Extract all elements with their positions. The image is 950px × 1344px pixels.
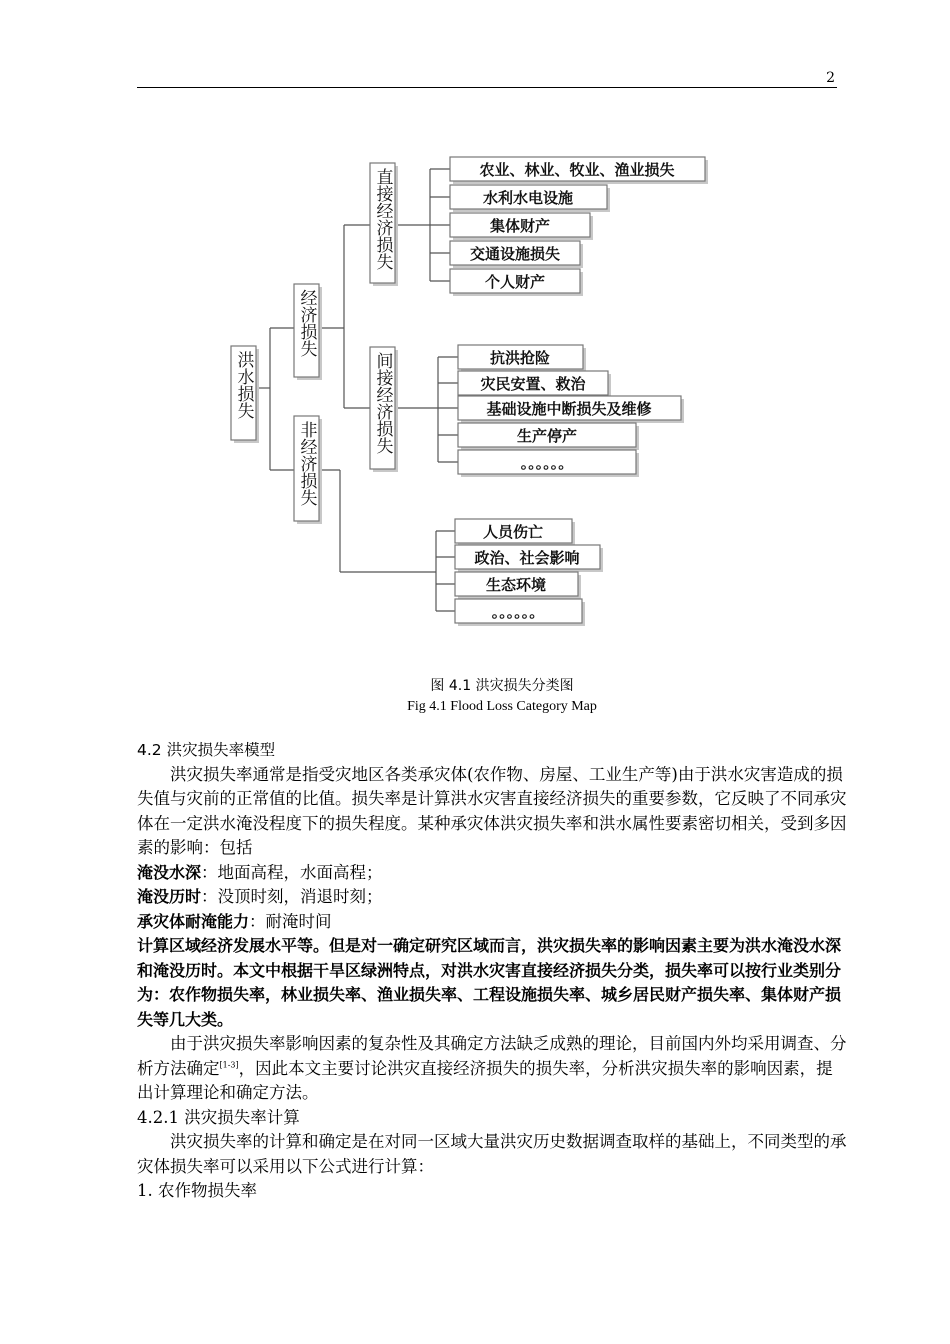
direct-item-4 [450,241,583,268]
non-economic-loss-label: 非经济损失 [296,421,317,506]
svg-text:农业、林业、牧业、渔业损失: 农业、林业、牧业、渔业损失 [479,161,675,179]
svg-text:灾民安置、救治: 灾民安置、救治 [480,375,586,393]
svg-text:个人财产: 个人财产 [484,273,546,291]
indirect-loss-label: 间接经济损失 [372,352,393,454]
indirect-item-2 [458,371,611,398]
economic-loss-node [294,284,322,380]
non-economic-item-3 [455,572,581,599]
flood-loss-category-diagram [0,0,950,660]
non-economic-item-2 [455,545,603,572]
factor-text: ：耐淹时间 [249,911,332,931]
diagram-connectors [257,169,458,611]
paragraph-2 [137,1032,847,1106]
direct-item-1 [450,157,708,184]
factor-duration [137,885,847,910]
bold-paragraph: 计算区域经济发展水平等。但是对一确定研究区域而言，洪灾损失率的影响因素主要为洪水淹没水深和淹没历时。本文中根据干旱区绿洲特点，对洪水灾害直接经济损失分类，损失率可以按行业类别分为：农作物损失率，林业损失率、渔业损失率、工程设施损失率、城乡居民财产损失率、集体财产损失等几大类。 [137,936,842,1029]
factor-text: ：没顶时刻，消退时刻； [201,887,383,906]
factor-label: 承灾体耐淹能力 [137,911,250,931]
indirect-item-1 [458,345,586,372]
page-number: 2 [826,70,835,86]
non-economic-item-1 [455,519,575,546]
svg-text:。。。。。。: 。。。。。。 [491,603,545,621]
svg-text:政治、社会影响: 政治、社会影响 [474,549,580,567]
indirect-item-5 [458,450,639,477]
svg-text:基础设施中断损失及维修: 基础设施中断损失及维修 [486,400,652,418]
factor-text: ：地面高程，水面高程； [201,862,383,882]
svg-text:人员伤亡: 人员伤亡 [482,523,544,541]
root-node [231,346,259,443]
direct-item-5 [450,269,583,296]
indirect-item-4 [458,423,639,450]
factor-water-depth [137,861,847,886]
citation-ref: [1-3] [219,1060,239,1069]
factor-label: 淹没历时 [137,887,202,906]
svg-text:抗洪抢险: 抗洪抢险 [489,349,551,367]
paragraph-3: 洪灾损失率的计算和确定是在对同一区域大量洪灾历史数据调查取样的基础上，不同类型的承灾体损失率可以采用以下公式进行计算： [137,1132,847,1176]
economic-loss-label: 经济损失 [296,289,317,357]
section-title: 4.2 洪灾损失率模型 [137,741,276,759]
figure-caption-en: Fig 4.1 Flood Loss Category Map [407,699,597,714]
svg-text:生产停产: 生产停产 [516,427,578,445]
indirect-item-3 [458,396,684,423]
direct-item-3 [450,213,593,240]
paragraph-1: 洪灾损失率通常是指受灾地区各类承灾体(农作物、房屋、工业生产等)由于洪水灾害造成的损失值与灾前的正常值的比值。损失率是计算洪水灾害直接经济损失的重要参数，它反映了不同承灾体在一定洪水淹没程度下的损失程度。某种承灾体洪灾损失率和洪水属性要素密切相关，受到多因素的影响：包括 [137,764,847,857]
factor-resistance [137,910,847,935]
non-economic-loss-node [294,416,322,524]
paragraph-2-part-a: 由于洪灾损失率影响因素的复杂性及其确定方法缺乏成熟的理论，目前国内外均采用调查、分析方法确定 [137,1034,847,1078]
paragraph-2-part-b: ，因此本文主要讨论洪灾直接经济损失的损失率，分析洪灾损失率的影响因素，提出计算理论和确定方法。 [137,1058,833,1102]
svg-text:集体财产: 集体财产 [489,217,551,235]
svg-text:。。。。。。: 。。。。。。 [520,454,574,472]
list-item-1: 1. 农作物损失率 [137,1181,257,1200]
body-text [137,738,847,1204]
indirect-loss-node [370,347,398,472]
svg-text:水利水电设施: 水利水电设施 [482,189,574,207]
factor-label: 淹没水深 [137,862,202,882]
direct-item-2 [450,185,610,212]
direct-loss-node [370,163,398,286]
svg-text:交通设施损失: 交通设施损失 [469,245,561,263]
subsection-title: 4.2.1 洪灾损失率计算 [137,1107,300,1127]
svg-text:生态环境: 生态环境 [485,576,547,594]
direct-loss-label: 直接经济损失 [372,168,393,270]
non-economic-item-4 [455,599,585,626]
figure-caption-cn: 图 4.1 洪灾损失分类图 [430,678,574,694]
root-node-label: 洪水损失 [233,351,254,419]
